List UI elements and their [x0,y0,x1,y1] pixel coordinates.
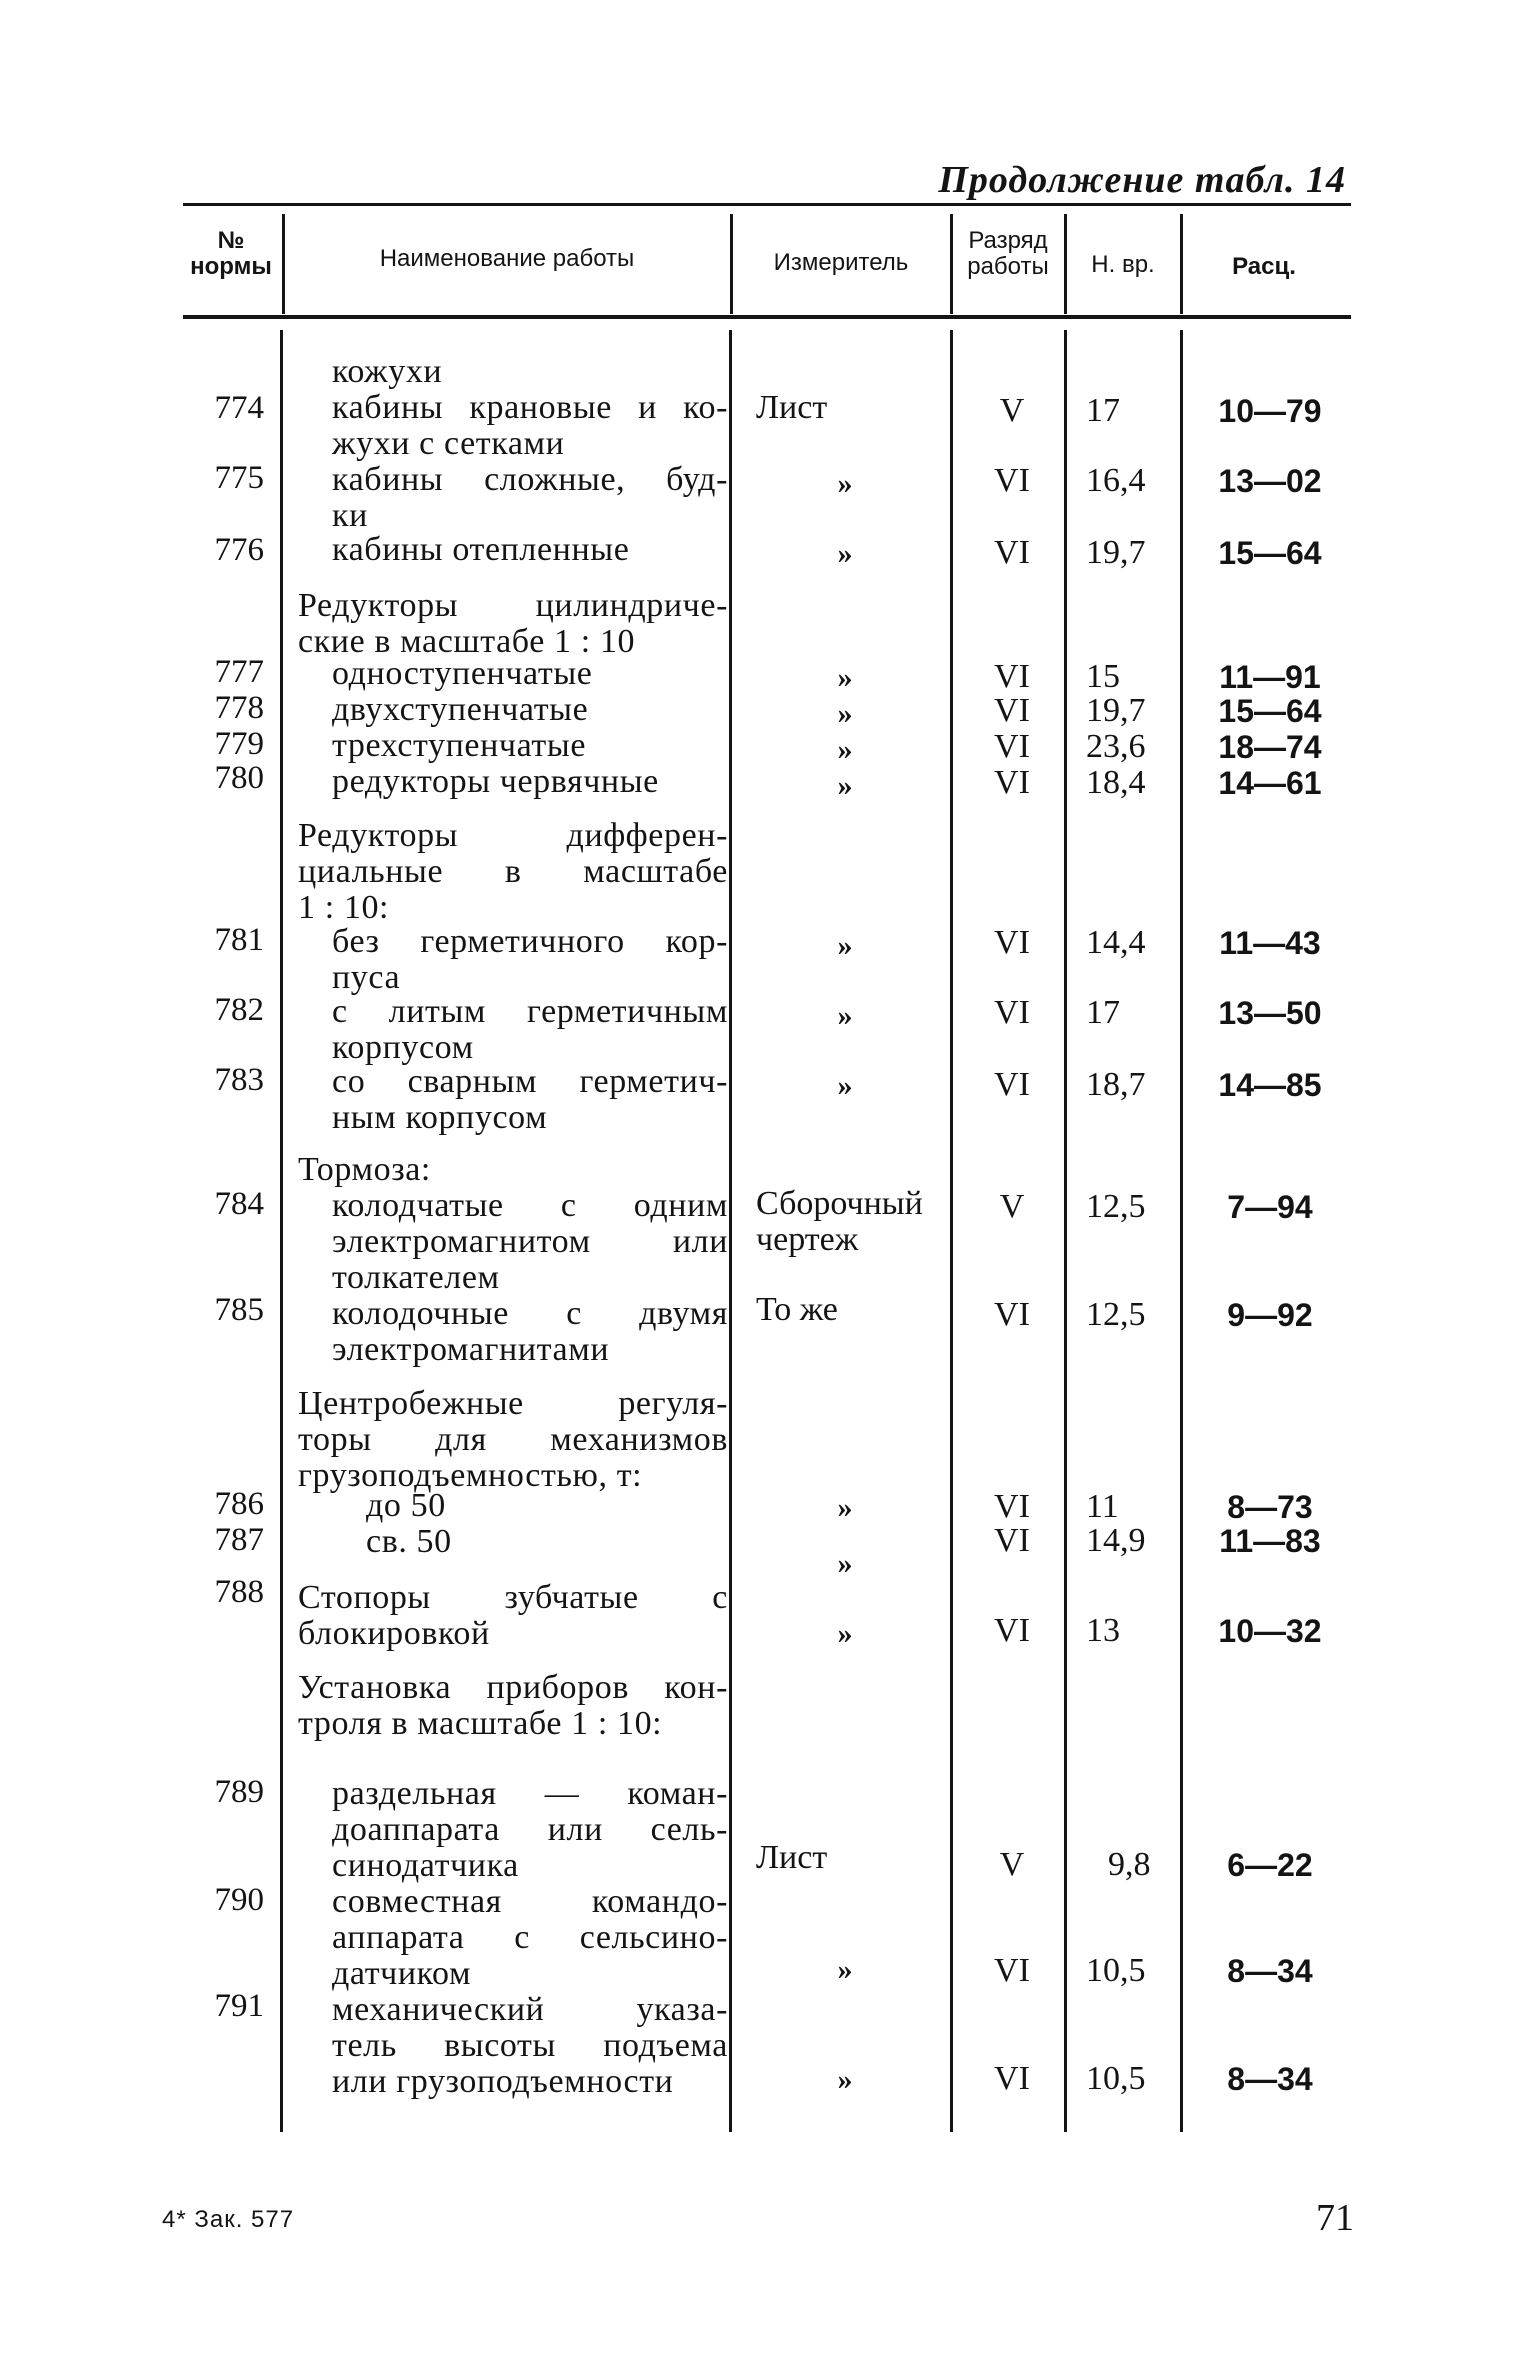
text-line: пуса [332,959,401,996]
rate-value: 14—61 [1218,765,1322,801]
time-norm: 16,4 [1086,462,1146,499]
norm-number: 778 [214,690,264,726]
text-line: кабины крановые и ко- [332,389,728,426]
text-line: или грузоподъемности [332,2063,674,2100]
text-line: с литым герметичным [332,993,728,1030]
measure-ditto: » [837,467,853,500]
time-norm: 17 [1086,392,1120,429]
work-grade: VI [994,692,1030,729]
time-norm: 19,7 [1086,692,1146,729]
work-name [332,462,728,534]
work-name [332,1064,728,1136]
rate-value: 8—34 [1227,1953,1313,1989]
norm-number: 779 [214,726,264,762]
header-grade [954,228,1062,280]
header-norm-number-label: нормы [190,253,272,280]
text-line: колодочные с двумя [332,1295,728,1332]
rate-value: 9—92 [1227,1297,1313,1333]
work-name [332,728,728,764]
work-name [332,1884,728,1992]
time-norm: 15 [1086,658,1120,695]
header-divider [730,214,733,314]
text-line: трехступенчатые [332,727,587,764]
text-line: редукторы червячные [332,763,659,800]
work-name [332,390,728,462]
time-norm: 14,4 [1086,924,1146,961]
header-norm-number-symbol: № [217,227,245,254]
work-name [332,1296,728,1368]
text-line: одноступенчатые [332,655,593,692]
text-line: циальные в масштабе [298,853,728,890]
text-line: толкателем [332,1259,500,1296]
print-order-note: 4* Зак. 577 [162,2206,295,2233]
text-line: ным корпусом [332,1099,548,1136]
header-divider [1064,214,1067,314]
time-norm: 12,5 [1086,1188,1146,1225]
time-norm: 9,8 [1108,1846,1151,1883]
text-line: торы для механизмов [298,1421,728,1458]
text-line: Установка приборов кон- [298,1669,728,1706]
text-line: электромагнитом или [332,1223,728,1260]
norm-number: 791 [214,1988,264,2024]
norm-number: 783 [214,1062,264,1098]
work-grade: VI [994,1296,1030,1333]
text-line: электромагнитами [332,1331,610,1368]
group-heading [298,1670,728,1742]
time-norm: 10,5 [1086,2060,1146,2097]
group-heading [298,588,728,660]
text-line: жухи с сетками [332,425,565,462]
norm-number: 774 [214,390,264,426]
header-norm-number [183,228,279,280]
norm-number: 777 [214,654,264,690]
header-bottom-rule [183,315,1351,319]
text-line: кабины отепленные [332,531,630,568]
measure-ditto: » [837,1953,853,1986]
text-line: аппарата с сельсино- [332,1919,728,1956]
rate-value: 15—64 [1218,693,1322,729]
text-line: двухступенчатые [332,691,589,728]
group-heading [298,1386,728,1494]
norm-number: 788 [214,1574,264,1610]
measure-ditto: » [837,537,853,570]
measure-ditto: » [837,1617,853,1650]
rate-value: 18—74 [1218,729,1322,765]
work-grade: VI [994,728,1030,765]
measure-ditto: » [837,1491,853,1524]
text-line: корпусом [332,1029,474,1066]
norm-number: 784 [214,1186,264,1222]
rate-value: 11—91 [1219,659,1321,695]
work-grade: VI [994,1952,1030,1989]
work-grade: VI [994,1522,1030,1559]
work-grade: V [999,392,1025,429]
time-norm: 12,5 [1086,1296,1146,1333]
rate-value: 7—94 [1227,1189,1313,1225]
page-number: 71 [1316,2197,1354,2239]
group-heading [298,1152,728,1188]
rate-value: 8—73 [1227,1489,1313,1525]
text-line: датчиком [332,1955,472,1992]
work-grade: V [999,1188,1025,1225]
text-line: Тормоза: [298,1151,431,1188]
work-grade: VI [994,658,1030,695]
time-norm: 18,4 [1086,764,1146,801]
rate-value: 10—79 [1218,393,1322,429]
measure-ditto: » [837,697,853,730]
text-line: блокировкой [298,1615,490,1652]
text-line: Редукторы цилиндриче- [298,587,728,624]
work-name [332,994,728,1066]
measure-ditto: » [837,999,853,1032]
norm-number: 787 [214,1522,264,1558]
measure-ditto: » [837,661,853,694]
header-grade-line1: Разряд [968,227,1048,254]
header-divider [950,214,953,314]
work-grade: VI [994,764,1030,801]
text-line: со сварным герметич- [332,1063,728,1100]
time-norm: 18,7 [1086,1066,1146,1103]
rate-value: 13—50 [1218,995,1322,1031]
table-top-rule [183,203,1351,206]
measure-line: чертеж [756,1221,859,1258]
rate-value: 8—34 [1227,2061,1313,2097]
work-grade: VI [994,1066,1030,1103]
header-time-norm: Н. вр. [1091,251,1155,278]
column-divider [1064,330,1067,2132]
text-line: Редукторы дифферен- [298,817,728,854]
time-norm: 23,6 [1086,728,1146,765]
work-grade: VI [994,534,1030,571]
work-name [332,764,728,800]
work-grade: VI [994,924,1030,961]
text-line: грузоподъемностью, т: [298,1457,643,1494]
table-continuation-caption: Продолжение табл. 14 [938,159,1346,201]
measure-line: Сборочный [756,1185,923,1222]
text-line: совместная командо- [332,1883,728,1920]
measure-ditto: » [837,2063,853,2096]
norm-number: 782 [214,992,264,1028]
column-divider [950,330,953,2132]
text-line: колодчатые с одним [332,1187,728,1224]
time-norm: 11 [1086,1488,1119,1525]
text-line: тель высоты подъема [332,2027,728,2064]
text-line: доаппарата или сель- [332,1811,728,1848]
measure-ditto: » [837,769,853,802]
measure-ditto: » [837,929,853,962]
text-line: кожухи [332,353,443,390]
norm-number: 781 [214,922,264,958]
norm-number: 789 [214,1774,264,1810]
text-line: ские в масштабе 1 : 10 [298,623,636,660]
work-grade: VI [994,462,1030,499]
text-line: до 50 [366,1487,446,1524]
measure-unit [756,1186,946,1258]
work-name [366,1524,726,1560]
time-norm: 10,5 [1086,1952,1146,1989]
work-name [332,532,728,568]
work-grade: VI [994,994,1030,1031]
work-grade: VI [994,1612,1030,1649]
rate-value: 15—64 [1218,535,1322,571]
header-divider [1180,214,1183,314]
norm-number: 785 [214,1292,264,1328]
header-rate: Расц. [1232,253,1296,280]
text-line: Стопоры зубчатые с [298,1579,728,1616]
time-norm: 14,9 [1086,1522,1146,1559]
work-name [332,656,728,692]
column-divider [729,330,732,2132]
work-name [332,1776,728,1884]
header-work-name: Наименование работы [379,245,635,272]
norm-number: 790 [214,1882,264,1918]
work-name [332,692,728,728]
work-name [332,924,728,996]
header-measure: Измеритель [773,249,909,276]
time-norm: 13 [1086,1612,1120,1649]
measure-ditto: » [837,733,853,766]
work-name [332,1992,728,2100]
header-divider [282,214,285,314]
text-line: ки [332,497,368,534]
text-line: механический указа- [332,1991,728,2028]
norm-number: 776 [214,532,264,568]
group-heading [298,1580,728,1652]
rate-value: 14—85 [1218,1067,1322,1103]
text-line: без герметичного кор- [332,923,728,960]
measure-unit: Лист [756,1839,828,1876]
work-name [332,354,728,390]
rate-value: 6—22 [1227,1847,1313,1883]
rate-value: 11—43 [1219,925,1321,961]
work-grade: VI [994,1488,1030,1525]
rate-value: 11—83 [1219,1523,1321,1559]
text-line: св. 50 [366,1523,452,1560]
measure-unit: То же [756,1291,838,1328]
column-divider [280,330,283,2132]
text-line: кабины сложные, буд- [332,461,728,498]
work-grade: V [999,1846,1025,1883]
text-line: Центробежные регуля- [298,1385,728,1422]
text-line: 1 : 10: [298,889,390,926]
norm-number: 775 [214,460,264,496]
measure-ditto: » [837,1069,853,1102]
group-heading [298,818,728,926]
work-name [366,1488,726,1524]
time-norm: 19,7 [1086,534,1146,571]
work-grade: VI [994,2060,1030,2097]
text-line: синодатчика [332,1847,519,1884]
text-line: троля в масштабе 1 : 10: [298,1705,663,1742]
measure-unit: Лист [756,389,828,426]
measure-ditto: » [837,1547,853,1580]
work-name [332,1188,728,1296]
header-grade-line2: работы [967,253,1049,280]
rate-value: 13—02 [1218,463,1322,499]
text-line: раздельная — коман- [332,1775,728,1812]
norm-number: 780 [214,760,264,796]
norm-number: 786 [214,1486,264,1522]
rate-value: 10—32 [1218,1613,1322,1649]
time-norm: 17 [1086,994,1120,1031]
